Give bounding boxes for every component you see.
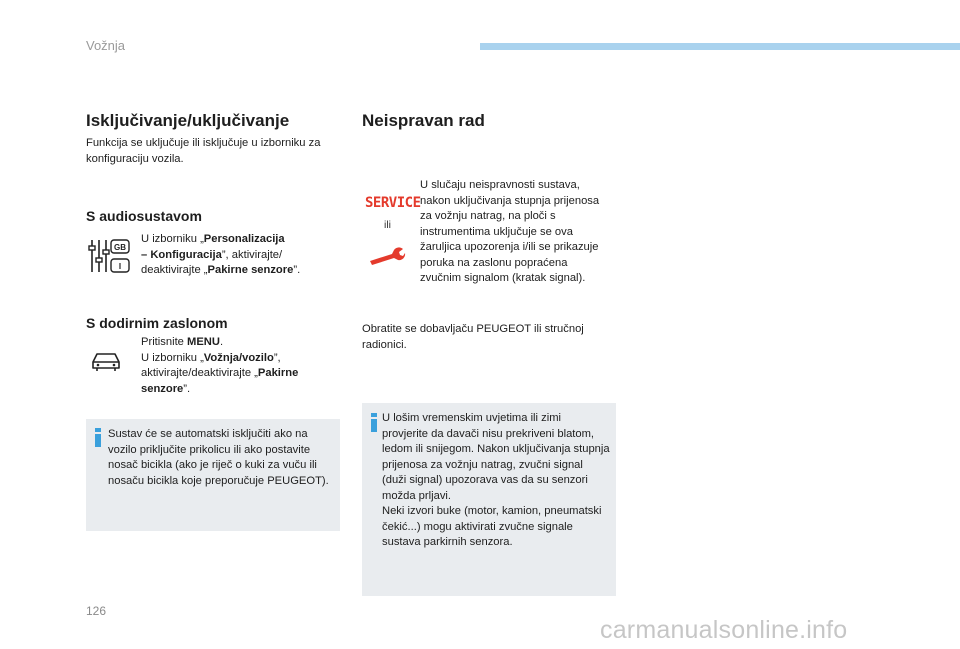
car-icon xyxy=(90,350,122,372)
menu-path-configuration: – Konfiguracija xyxy=(141,248,222,261)
fault-description: U slučaju neispravnosti sustava, nakon uključivanja stupnja prijenosa za vožnju natrag, na ploči s instrumentima uključuje se ova žaruljica upozorenja i/ili se prikazuje poruka na zaslonu popraćena zvučnim signalom (kratak signal). xyxy=(420,179,600,284)
menu-option-parking-sensors-b: senzore xyxy=(141,382,184,395)
audio-icon-badge-top: GB xyxy=(114,243,126,252)
left-intro: Funkcija se uključuje ili isključuje u izborniku za konfiguraciju vozila. xyxy=(86,137,321,165)
audio-icon-badge-bottom: I xyxy=(118,262,122,271)
note-left-text: Sustav će se automatski isključiti ako na vozilo priključite prikolicu ili ako postavite nosač bicikla (ako je riječ o kuki za vuču ili nosaču bicikla koje preporučuje PEUGEOT). xyxy=(108,428,329,487)
left-title: Isključivanje/uključivanje xyxy=(86,111,290,130)
menu-path-personalization: Personalizacija xyxy=(203,233,285,245)
menu-option-parking-sensors: Pakirne senzore xyxy=(207,264,294,276)
touch-heading: S dodirnim zaslonom xyxy=(86,315,228,331)
page-number: 126 xyxy=(86,604,107,618)
section-label: Vožnja xyxy=(86,38,126,53)
wrench-icon xyxy=(368,246,406,266)
or-label: ili xyxy=(384,219,391,231)
note-box-right xyxy=(362,403,616,596)
menu-path-driving: Vožnja/vozilo xyxy=(203,351,274,364)
audio-heading: S audiosustavom xyxy=(86,208,202,224)
audio-instructions: U izborniku „Personalizacija – Konfiguracija”, aktivirajte/ deaktivirajte „Pakirne senzore”. xyxy=(141,233,301,276)
note-right-paragraph-2: Neki izvori buke (motor, kamion, pneumatski čekić...) mogu aktivirati zvučne signale sustava parkirnih senzora. xyxy=(382,505,602,548)
watermark: carmanualsonline.info xyxy=(600,616,848,644)
note-box-left xyxy=(86,419,340,531)
contact-dealer-text: Obratite se dobavljaču PEUGEOT ili stručnoj radionici. xyxy=(362,323,584,351)
menu-button-label: MENU xyxy=(187,336,220,348)
note-right-paragraph-1: U lošim vremenskim uvjetima ili zimi provjerite da davači nisu prekriveni blatom, ledom ili snijegom. Nakon uključivanja stupnja prijenosa za vožnju natrag, zvučni signal (duži signal) upozorava vas da su senzori možda prljavi. xyxy=(382,412,610,502)
note-right-text xyxy=(382,411,610,551)
service-warning-label: SERVICE xyxy=(365,195,421,211)
menu-option-parking-sensors-a: Pakirne xyxy=(257,367,299,379)
header-accent-bar xyxy=(480,43,960,50)
right-title: Neispravan rad xyxy=(362,111,485,130)
touch-instructions: Pritisnite MENU. U izborniku „Vožnja/vozilo”, aktivirajte/deaktivirajte „Pakirne senzore”. xyxy=(141,336,299,395)
audio-settings-icon xyxy=(88,238,132,274)
